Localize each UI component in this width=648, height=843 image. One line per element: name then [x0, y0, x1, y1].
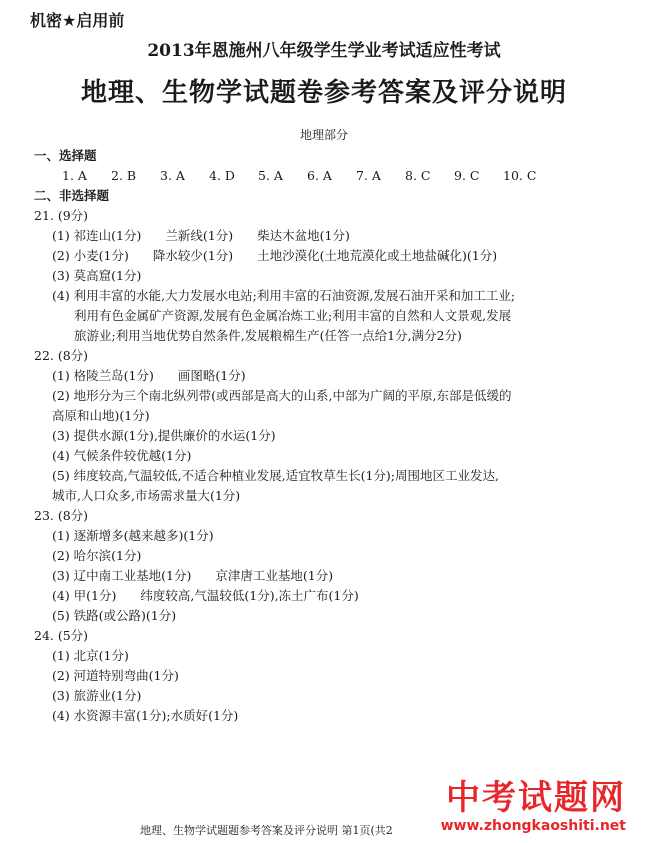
- answer-item: (2) 小麦(1分): [52, 248, 129, 263]
- question-21-title: 21. (9分): [34, 208, 89, 223]
- answer-item: 土地沙漠化(土地荒漠化或土地盐碱化)(1分): [257, 248, 498, 263]
- site-brand-watermark: [441, 778, 626, 834]
- exam-title: 2013年恩施州八年级学生学业考试适应性考试: [147, 41, 501, 61]
- answer-item: (3) 辽中南工业基地(1分): [52, 568, 192, 583]
- q23-answer-1: (1) 逐渐增多(越来越多)(1分): [52, 528, 214, 543]
- choice-answer: 2. B: [111, 168, 137, 183]
- question-24-title: 24. (5分): [34, 628, 89, 643]
- question-23-title: 23. (8分): [34, 508, 89, 523]
- q22-answer-4: (4) 气候条件较优越(1分): [52, 448, 192, 463]
- q24-answer-2: (2) 河道特别弯曲(1分): [52, 668, 179, 683]
- part2-heading: 二、非选择题: [34, 188, 110, 203]
- choice-answer: 7. A: [356, 168, 381, 183]
- choice-answer: 9. C: [454, 168, 480, 183]
- choice-answers: [0, 166, 648, 186]
- q21-answer-4: (4) 利用丰富的水能,大力发展水电站;利用丰富的石油资源,发展石油开采和加工工业;: [52, 288, 516, 303]
- question-22-title: 22. (8分): [34, 348, 89, 363]
- answer-body: [0, 146, 648, 726]
- section-title: 地理部分: [299, 128, 348, 142]
- choice-answer: 1. A: [62, 168, 87, 183]
- q21-answer-4-cont: 旅游业;利用当地优势自然条件,发展粮棉生产(任答一点给1分,满分2分): [74, 328, 462, 343]
- main-title: 地理、生物学试题卷参考答案及评分说明: [80, 78, 567, 108]
- choice-answer: 8. C: [405, 168, 431, 183]
- q22-answer-1: [0, 366, 648, 386]
- page-footer: 地理、生物学试题题参考答案及评分说明 第1页(共2: [140, 824, 393, 837]
- q23-answer-3: [0, 566, 648, 586]
- choice-answer: 3. A: [160, 168, 185, 183]
- confidential-label: 机密★启用前: [30, 11, 125, 30]
- answer-item: 兰新线(1分): [165, 228, 234, 243]
- q22-answer-5: (5) 纬度较高,气温较低,不适合种植业发展,适宜牧草生长(1分);周围地区工业发达,: [52, 468, 499, 483]
- q24-answer-1: (1) 北京(1分): [52, 648, 129, 663]
- q22-answer-2: (2) 地形分为三个南北纵列带(或西部是高大的山系,中部为广阔的平原,东部是低缓的: [52, 388, 512, 403]
- q23-answer-4: [0, 586, 648, 606]
- answer-item: 画图略(1分): [177, 368, 246, 383]
- answer-item: 纬度较高,气温较低(1分),冻土广布(1分): [140, 588, 359, 603]
- q24-answer-3: (3) 旅游业(1分): [52, 688, 142, 703]
- answer-item: 柴达木盆地(1分): [257, 228, 350, 243]
- q22-answer-5-cont: 城市,人口众多,市场需求量大(1分): [52, 488, 241, 503]
- q24-answer-4: (4) 水资源丰富(1分);水质好(1分): [52, 708, 239, 723]
- q23-answer-2: (2) 哈尔滨(1分): [52, 548, 142, 563]
- brand-url[interactable]: www.zhongkaoshiti.net: [440, 818, 626, 834]
- brand-name: 中考试题网: [446, 778, 626, 818]
- q21-answer-4-cont: 利用有色金属矿产资源,发展有色金属冶炼工业;利用丰富的自然和人文景观,发展: [74, 308, 512, 323]
- choice-answer: 6. A: [307, 168, 332, 183]
- choice-answer: 4. D: [209, 168, 235, 183]
- q22-answer-3: (3) 提供水源(1分),提供廉价的水运(1分): [52, 428, 276, 443]
- answer-item: 京津唐工业基地(1分): [215, 568, 334, 583]
- choice-answer: 5. A: [258, 168, 283, 183]
- q21-answer-3: (3) 莫高窟(1分): [52, 268, 142, 283]
- part1-heading: 一、选择题: [34, 148, 97, 163]
- answer-item: (1) 格陵兰岛(1分): [52, 368, 154, 383]
- q23-answer-5: (5) 铁路(或公路)(1分): [52, 608, 177, 623]
- q21-answer-1: [0, 226, 648, 246]
- choice-answer: 10. C: [503, 168, 537, 183]
- answer-item: (1) 祁连山(1分): [52, 228, 142, 243]
- q22-answer-2-cont: 高原和山地)(1分): [52, 408, 150, 423]
- answer-item: (4) 甲(1分): [52, 588, 117, 603]
- q21-answer-2: [0, 246, 648, 266]
- answer-item: 降水较少(1分): [152, 248, 234, 263]
